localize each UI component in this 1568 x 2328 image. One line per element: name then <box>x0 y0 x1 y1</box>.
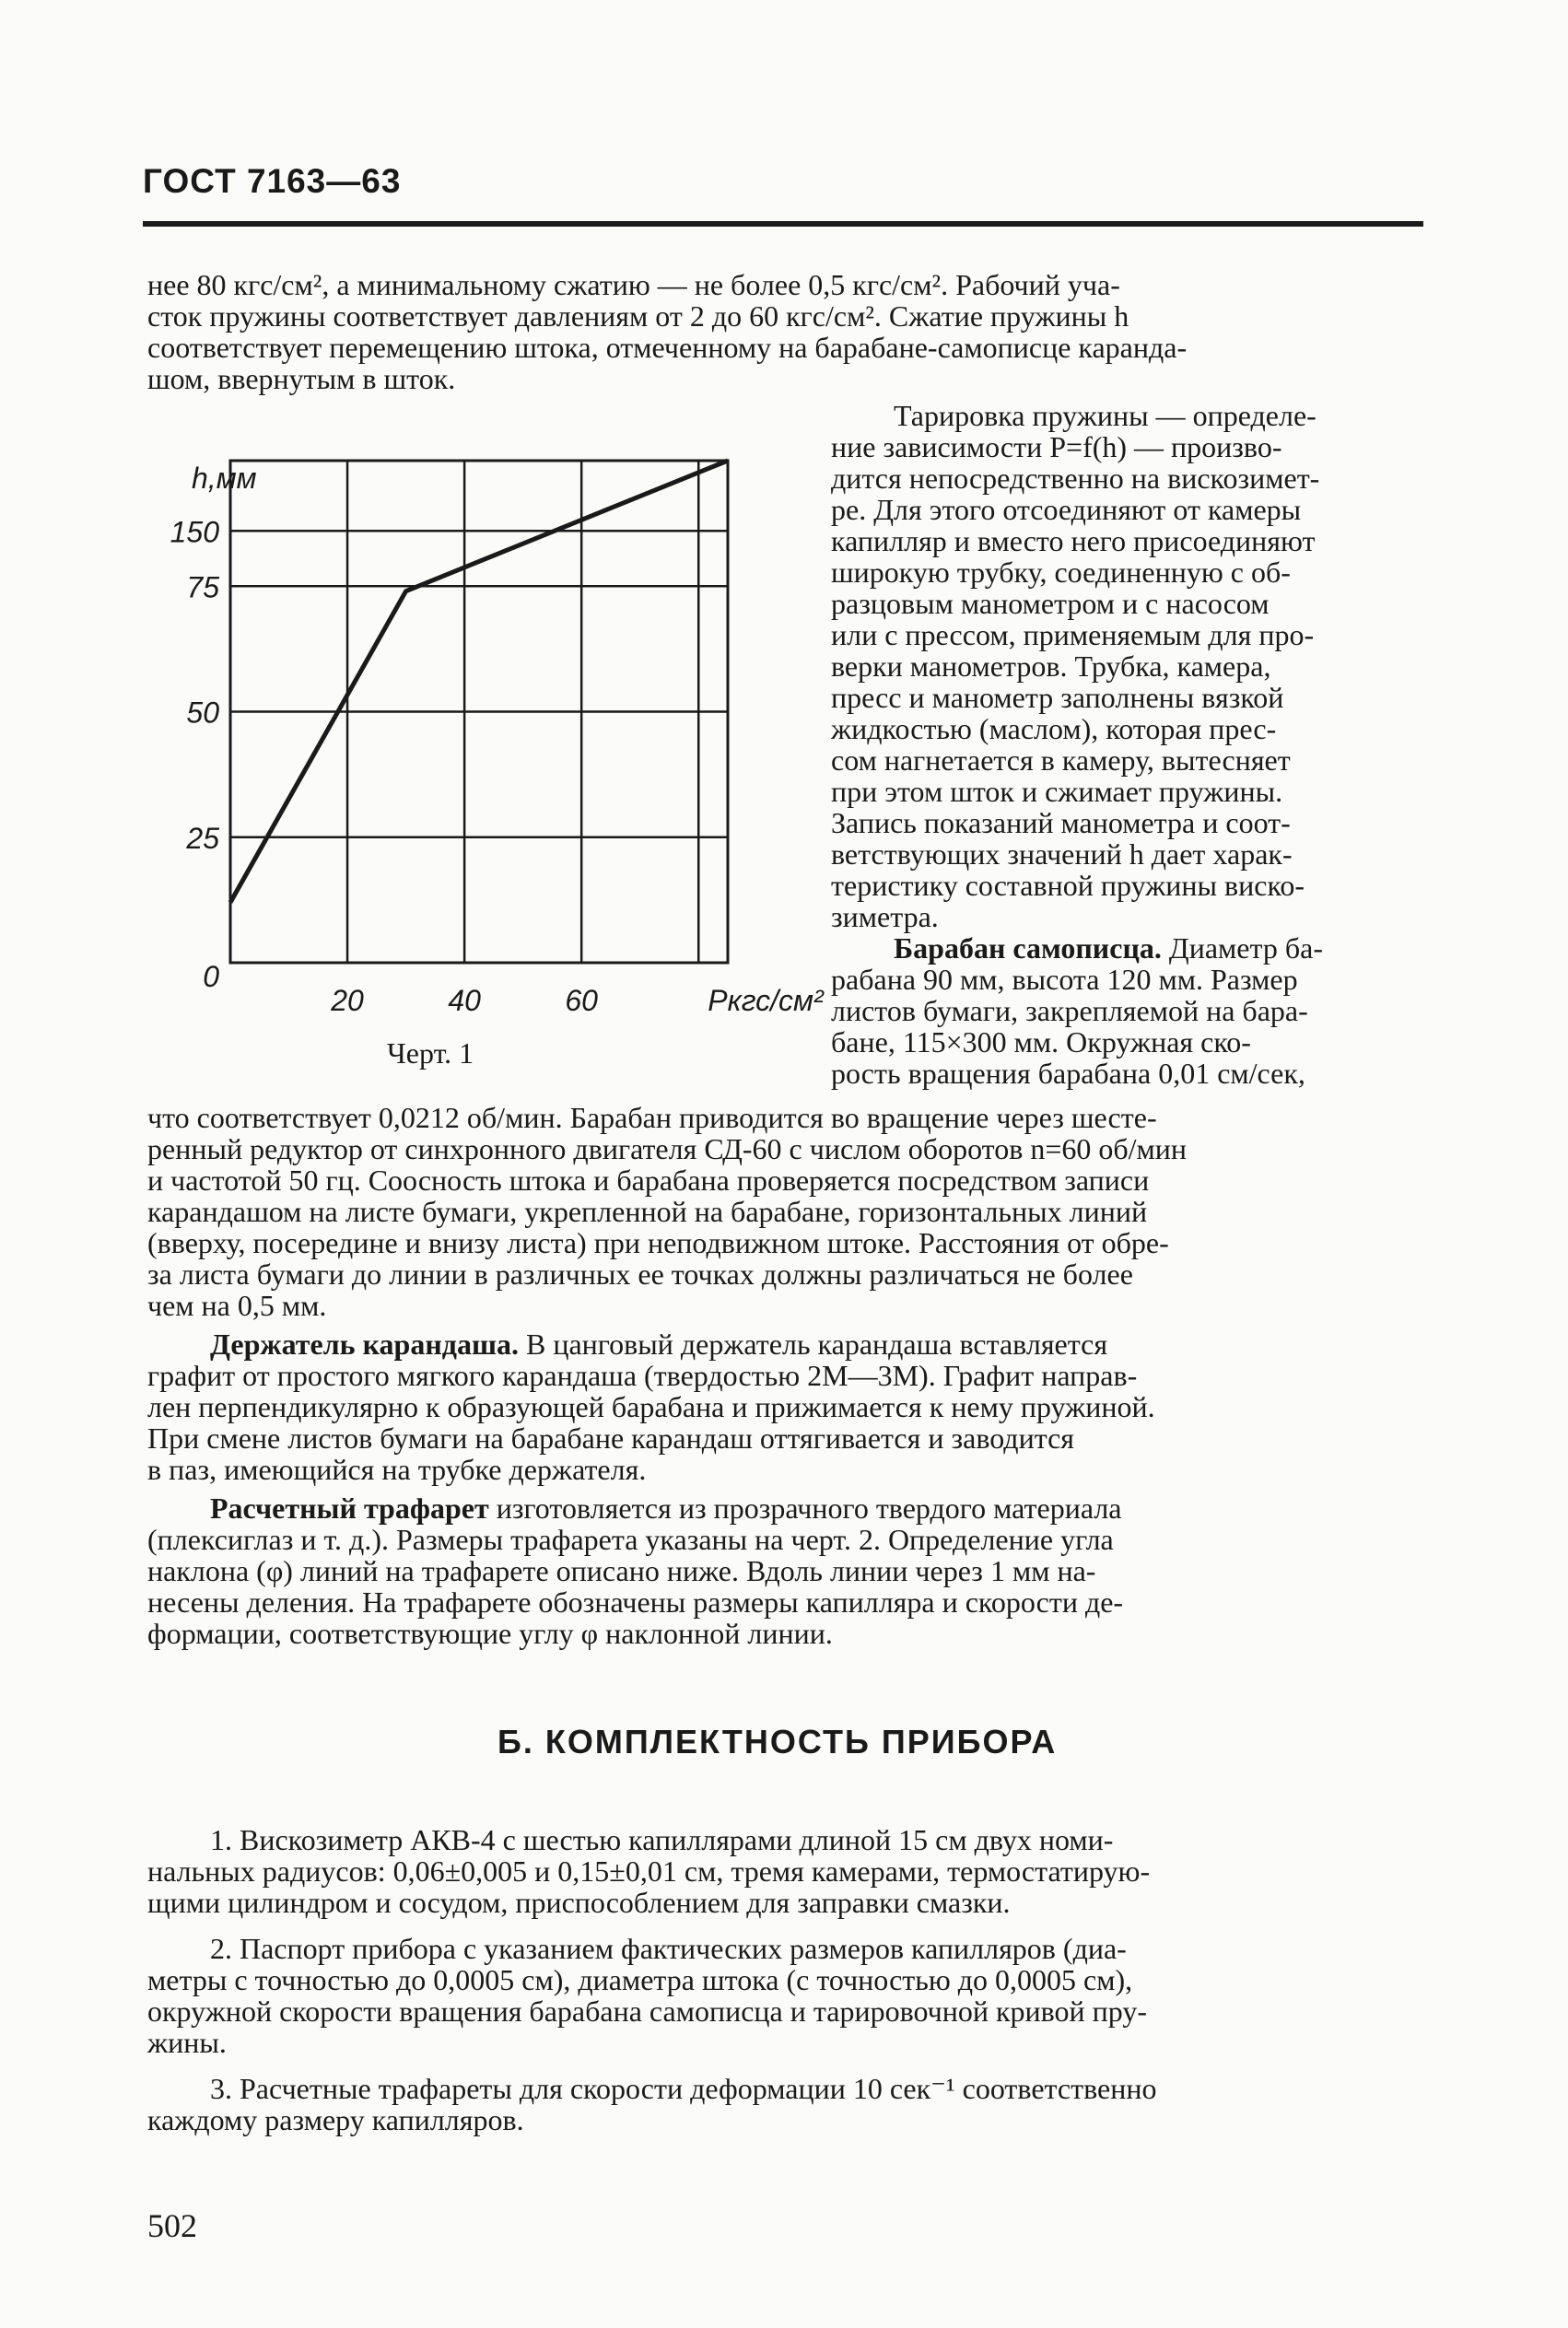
text-line: нее 80 кгс/см², а минимальному сжатию — не более 0,5 кгс/см². Рабочий уча- <box>147 268 1120 301</box>
text-line: или с прессом, применяемым для про- <box>831 618 1315 651</box>
text-line: формации, соответствующие углу φ наклонной линии. <box>147 1617 833 1650</box>
stencil-paragraph <box>147 1492 1423 1649</box>
text-line: шом, ввернутым в шток. <box>147 362 456 395</box>
text-line: сток пружины соответствует давлениям от 2 до 60 кгс/см². Сжатие пружины h <box>147 299 1129 333</box>
text-line: изготовляется из прозрачного твердого материала <box>488 1492 1122 1525</box>
text-line: сом нагнетается в камеру, вытесняет <box>831 743 1291 777</box>
pencil-heading: Держатель карандаша. <box>210 1328 519 1361</box>
calibration-chart <box>170 442 824 1032</box>
y-tick-label: 50 <box>186 696 219 730</box>
list-item <box>147 1824 1423 1918</box>
page-header: ГОСТ 7163—63 <box>143 162 402 200</box>
y-tick-label: 150 <box>170 515 219 549</box>
text-line: соответствует перемещению штока, отмеченному на барабане-самописце каранда- <box>147 331 1188 364</box>
text-line: Диаметр ба- <box>1161 931 1323 965</box>
text-line: ренный редуктор от синхронного двигателя СД-60 с числом оборотов n=60 об/мин <box>147 1132 1188 1165</box>
text-line: в паз, имеющийся на трубке держателя. <box>147 1453 647 1486</box>
text-line: 3. Расчетные трафареты для скорости деформации 10 сек⁻¹ соответственно <box>210 2072 1157 2105</box>
text-line: пресс и манометр заполнены вязкой <box>831 681 1284 714</box>
text-line: бане, 115×300 мм. Окружная ско- <box>831 1025 1251 1059</box>
text-line: ние зависимости P=f(h) — произво- <box>831 430 1282 463</box>
text-line: Запись показаний манометра и соот- <box>831 806 1291 839</box>
list-item <box>147 1933 1423 2058</box>
text-line: лен перпендикулярно к образующей барабана и прижимается к нему пружиной. <box>147 1390 1155 1423</box>
text-line: рабана 90 мм, высота 120 мм. Размер <box>831 963 1298 996</box>
stencil-heading: Расчетный трафарет <box>210 1492 489 1525</box>
drum-paragraph-continued <box>147 1102 1423 1321</box>
text-line: рость вращения барабана 0,01 см/сек, <box>831 1057 1305 1090</box>
text-line: (плексиглаз и т. д.). Размеры трафарета указаны на черт. 2. Определение угла <box>147 1523 1114 1556</box>
text-line: окружной скорости вращения барабана самописца и тарировочной кривой пру- <box>147 1995 1148 2028</box>
chart-caption: Черт. 1 <box>387 1036 474 1070</box>
text-line: при этом шток и сжимает пружины. <box>831 775 1283 808</box>
drum-heading: Барабан самописца. <box>894 931 1162 965</box>
text-line: теристику составной пружины виско- <box>831 869 1305 902</box>
text-line: (вверху, посередине и внизу листа) при неподвижном штоке. Расстояния от обре- <box>147 1226 1169 1259</box>
x-tick-label: 20 <box>331 984 364 1017</box>
y-tick-label: 75 <box>186 570 219 604</box>
text-line: При смене листов бумаги на барабане карандаш оттягивается и заводится <box>147 1421 1074 1455</box>
text-line: ре. Для этого отсоединяют от камеры <box>831 493 1302 526</box>
text-line: щими цилиндром и сосудом, приспособлением для заправки смазки. <box>147 1886 1011 1919</box>
text-line: 1. Вискозиметр АКВ-4 с шестью капиллярами длиной 15 см двух номи- <box>210 1823 1114 1856</box>
text-line: за листа бумаги до линии в различных ее точках должны различаться не более <box>147 1258 1133 1291</box>
text-line: чем на 0,5 мм. <box>147 1289 327 1322</box>
text-line: нальных радиусов: 0,06±0,005 и 0,15±0,01 см, тремя камерами, термостатирую- <box>147 1854 1151 1888</box>
calibration-paragraph <box>831 400 1425 1089</box>
text-line: 2. Паспорт прибора с указанием фактических размеров капилляров (диа- <box>210 1932 1127 1965</box>
text-line: ветствующих значений h дает харак- <box>831 837 1293 871</box>
x-tick-label: 60 <box>565 984 598 1017</box>
text-line: широкую трубку, соединенную с об- <box>831 556 1291 589</box>
text-line: листов бумаги, закрепляемой на бара- <box>831 994 1308 1027</box>
section-title: Б. КОМПЛЕКТНОСТЬ ПРИБОРА <box>497 1723 1058 1761</box>
intro-paragraph <box>147 269 1423 394</box>
text-line: графит от простого мягкого карандаша (твердостью 2М—3М). Графит направ- <box>147 1359 1138 1392</box>
header-rule <box>143 221 1423 227</box>
text-line: В цанговый держатель карандаша вставляется <box>518 1328 1108 1361</box>
section-list <box>147 1824 1423 2135</box>
pencil-holder-paragraph <box>147 1328 1423 1485</box>
x-axis-label: Ркгс/см² <box>708 984 824 1017</box>
text-line: Тарировка пружины — определе- <box>894 399 1316 432</box>
x-tick-label: 40 <box>448 984 481 1017</box>
text-line: и частотой 50 гц. Соосность штока и барабана проверяется посредством записи <box>147 1164 1150 1197</box>
page-number: 502 <box>147 2207 197 2244</box>
text-line: карандашом на листе бумаги, укрепленной на барабане, горизонтальных линий <box>147 1195 1148 1228</box>
text-line: верки манометров. Трубка, камера, <box>831 649 1271 683</box>
list-item <box>147 2073 1423 2135</box>
text-line: что соответствует 0,0212 об/мин. Барабан приводится во вращение через шесте- <box>147 1101 1157 1134</box>
text-line: жины. <box>147 2026 227 2059</box>
text-line: каждому размеру капилляров. <box>147 2103 524 2136</box>
y-axis-label: h,мм <box>192 462 257 495</box>
text-line: несены деления. На трафарете обозначены размеры капилляра и скорости де- <box>147 1585 1124 1619</box>
text-line: жидкостью (маслом), которая прес- <box>831 712 1277 745</box>
text-line: разцовым манометром и с насосом <box>831 587 1270 620</box>
text-line: дится непосредственно на вискозимет- <box>831 462 1320 495</box>
y-tick-label: 0 <box>203 960 219 993</box>
text-line: капилляр и вместо него присоединяют <box>831 524 1316 557</box>
text-line: зиметра. <box>831 900 939 933</box>
y-tick-label: 25 <box>186 821 219 855</box>
text-line: наклона (φ) линий на трафарете описано ниже. Вдоль линии через 1 мм на- <box>147 1554 1096 1587</box>
text-line: метры с точностью до 0,0005 см), диаметра штока (с точностью до 0,0005 см), <box>147 1963 1133 1996</box>
